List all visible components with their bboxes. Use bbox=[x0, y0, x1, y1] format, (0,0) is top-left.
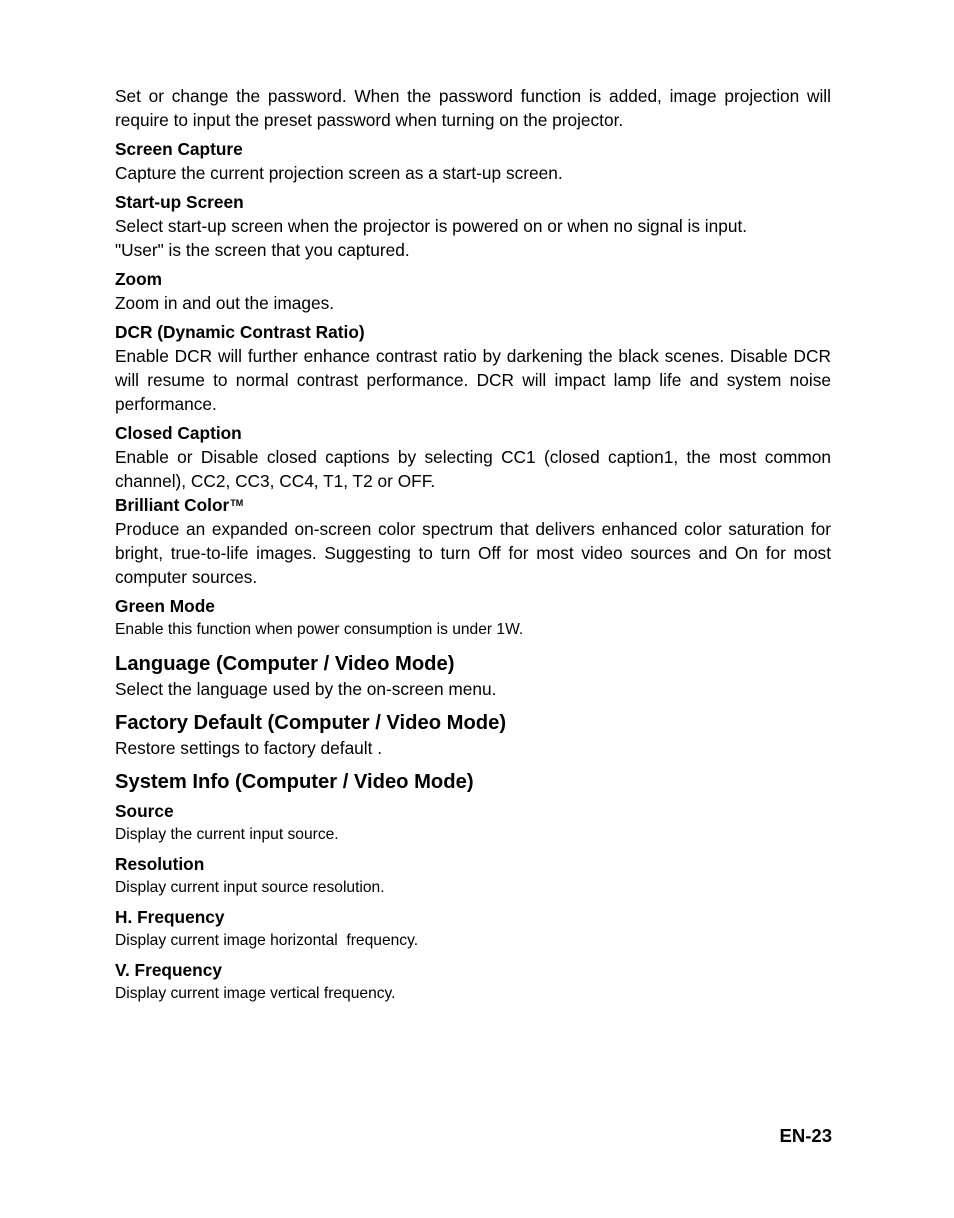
brilliant-color-description: Produce an expanded on-screen color spectrum that delivers enhanced color saturation for bright, true-to-life images. Suggesting to turn Off for most video sources and On for most computer sources. bbox=[115, 519, 831, 587]
manual-page-content bbox=[115, 84, 831, 1006]
trademark-symbol: TM bbox=[230, 498, 244, 508]
password-description: Set or change the password. When the password function is added, image projection will require to input the preset password when turning on the projector. bbox=[115, 86, 831, 130]
green-mode-description: Enable this function when power consumption is under 1W. bbox=[115, 621, 524, 638]
closed-caption-description: Enable or Disable closed captions by selecting CC1 (closed caption1, the most common channel), CC2, CC3, CC4, T1, T2 or OFF. bbox=[115, 447, 831, 491]
source-description: Display the current input source. bbox=[115, 826, 339, 843]
language-heading: Language (Computer / Video Mode) bbox=[115, 653, 455, 675]
zoom-description: Zoom in and out the images. bbox=[115, 293, 335, 313]
startup-screen-heading: Start-up Screen bbox=[115, 192, 244, 212]
language-description: Select the language used by the on-screen menu. bbox=[115, 679, 497, 699]
h-frequency-description: Display current image horizontal frequency. bbox=[115, 932, 419, 949]
page-number: EN-23 bbox=[779, 1125, 832, 1146]
startup-screen-description: Select start-up screen when the projector is powered on or when no signal is input. bbox=[115, 216, 748, 236]
screen-capture-description: Capture the current projection screen as a start-up screen. bbox=[115, 163, 563, 183]
screen-capture-heading: Screen Capture bbox=[115, 139, 243, 159]
zoom-heading: Zoom bbox=[115, 269, 163, 289]
green-mode-heading: Green Mode bbox=[115, 596, 215, 616]
resolution-heading: Resolution bbox=[115, 854, 205, 874]
closed-caption-heading: Closed Caption bbox=[115, 423, 242, 443]
dcr-description: Enable DCR will further enhance contrast ratio by darkening the black scenes. Disable DCR will resume to normal contrast performance. DCR will impact lamp life and system noise performance. bbox=[115, 346, 831, 414]
system-info-heading: System Info (Computer / Video Mode) bbox=[115, 771, 474, 793]
v-frequency-heading: V. Frequency bbox=[115, 960, 222, 980]
brilliant-color-heading-label: Brilliant Color bbox=[115, 495, 230, 515]
brilliant-color-heading bbox=[115, 493, 831, 517]
v-frequency-description: Display current image vertical frequency. bbox=[115, 985, 396, 1002]
factory-default-heading: Factory Default (Computer / Video Mode) bbox=[115, 712, 507, 734]
source-heading: Source bbox=[115, 801, 174, 821]
h-frequency-heading: H. Frequency bbox=[115, 907, 225, 927]
resolution-description: Display current input source resolution. bbox=[115, 879, 385, 896]
dcr-heading: DCR (Dynamic Contrast Ratio) bbox=[115, 322, 365, 342]
startup-screen-user-note: "User" is the screen that you captured. bbox=[115, 240, 410, 260]
factory-default-description: Restore settings to factory default . bbox=[115, 738, 383, 758]
